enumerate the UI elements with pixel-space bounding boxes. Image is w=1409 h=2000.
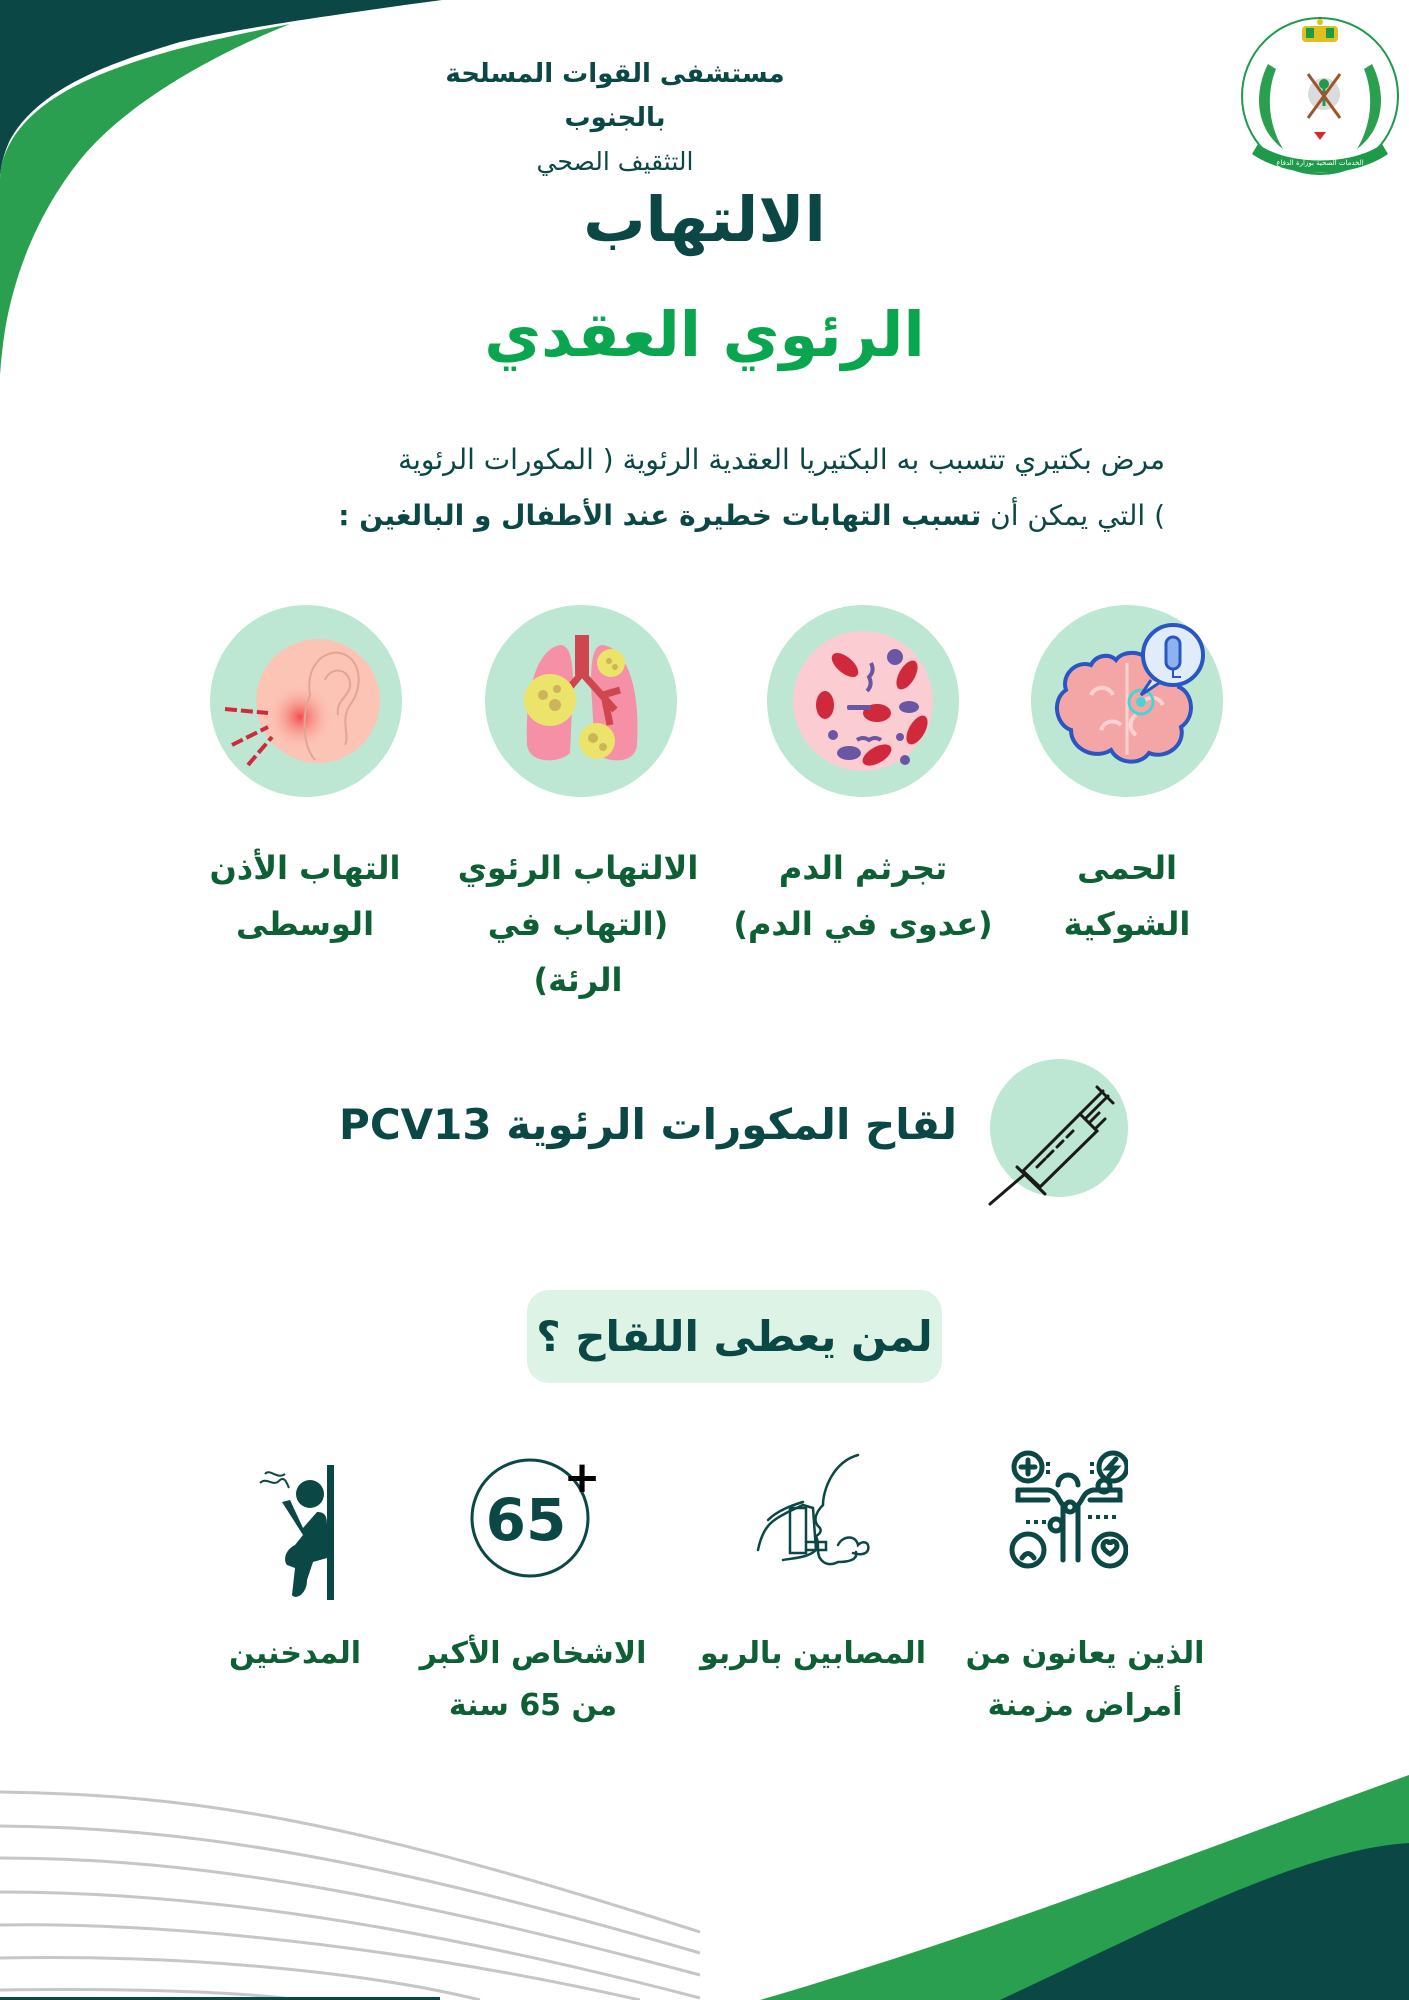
lungs-virus-icon [485,605,677,797]
inhaler-icon [738,1450,888,1570]
condition-label-line1: الحمى [1077,849,1177,887]
group-label-line2: من 65 سنة [448,1688,618,1723]
condition-circle-bacteremia [767,605,959,797]
condition-circle-otitis [210,605,402,797]
syringe-icon [985,1079,1125,1209]
page-title-line1: الالتهاب [583,183,826,256]
condition-label-line1: التهاب الأذن [209,849,401,887]
intro-line1: مرض بكتيري تتسبب به البكتيريا العقدية الرئوية ( المكورات الرئوية [398,443,1165,476]
department-name: التثقيف الصحي [536,147,694,176]
condition-label-line2: (التهاب في الرئة) [487,905,669,999]
who-section-title: لمن يعطى اللقاح ؟ [536,1312,933,1361]
group-label-elderly [403,1628,663,1732]
age-65-plus-icon [470,1450,600,1580]
condition-circle-meningitis [1031,605,1223,797]
condition-label-line2: الشوكية [1063,905,1191,943]
smoker-icon [255,1450,345,1600]
svg-text:65: 65 [485,1486,567,1554]
who-section-header [527,1290,942,1383]
intro-line2-bold: تسبب التهابات خطيرة عند الأطفال و البالغين : [338,499,982,532]
condition-label-line1: تجرثم الدم [778,849,948,887]
chronic-disease-icon [1008,1450,1128,1570]
brain-bacteria-icon [1031,605,1223,797]
group-label-smokers [165,1628,425,1680]
page-title-line2: الرئوي العقدي [484,298,925,371]
condition-label-otitis [175,840,435,952]
group-label-line1: الاشخاص الأكبر [419,1636,647,1671]
svg-text:الخدمات الصحية بوزارة الدفاع: الخدمات الصحية بوزارة الدفاع [1276,159,1364,167]
hospital-name: مستشفى القوات المسلحة بالجنوب [445,59,785,133]
ear-pain-icon [210,605,402,797]
vaccine-title: لقاح المكورات الرئوية PCV13 [339,1100,957,1149]
condition-label-bacteremia [733,840,993,952]
group-label-line1: الذين يعانون من [965,1636,1205,1671]
header-text-block [405,52,825,184]
blood-cells-icon [767,605,959,797]
intro-line2-normal: ) التي يمكن أن [981,499,1165,532]
ministry-logo [1238,14,1402,180]
group-label-line2: أمراض مزمنة [987,1688,1183,1723]
group-label-chronic [955,1628,1215,1732]
group-label-asthma [683,1628,943,1680]
svg-text:+: + [563,1452,600,1503]
intro-line2 [235,488,1165,544]
bottom-gray-lines [0,1792,700,2000]
group-label-line1: المصابين بالربو [700,1636,926,1671]
intro-paragraph [235,432,1165,544]
condition-label-line1: الالتهاب الرئوي [457,849,699,887]
condition-label-line2: (عدوى في الدم) [733,905,993,943]
condition-label-meningitis [997,840,1257,952]
condition-label-line2: الوسطى [235,905,375,943]
condition-label-pneumonia [448,840,708,1008]
group-label-line1: المدخنين [228,1636,362,1671]
condition-circle-pneumonia [485,605,677,797]
